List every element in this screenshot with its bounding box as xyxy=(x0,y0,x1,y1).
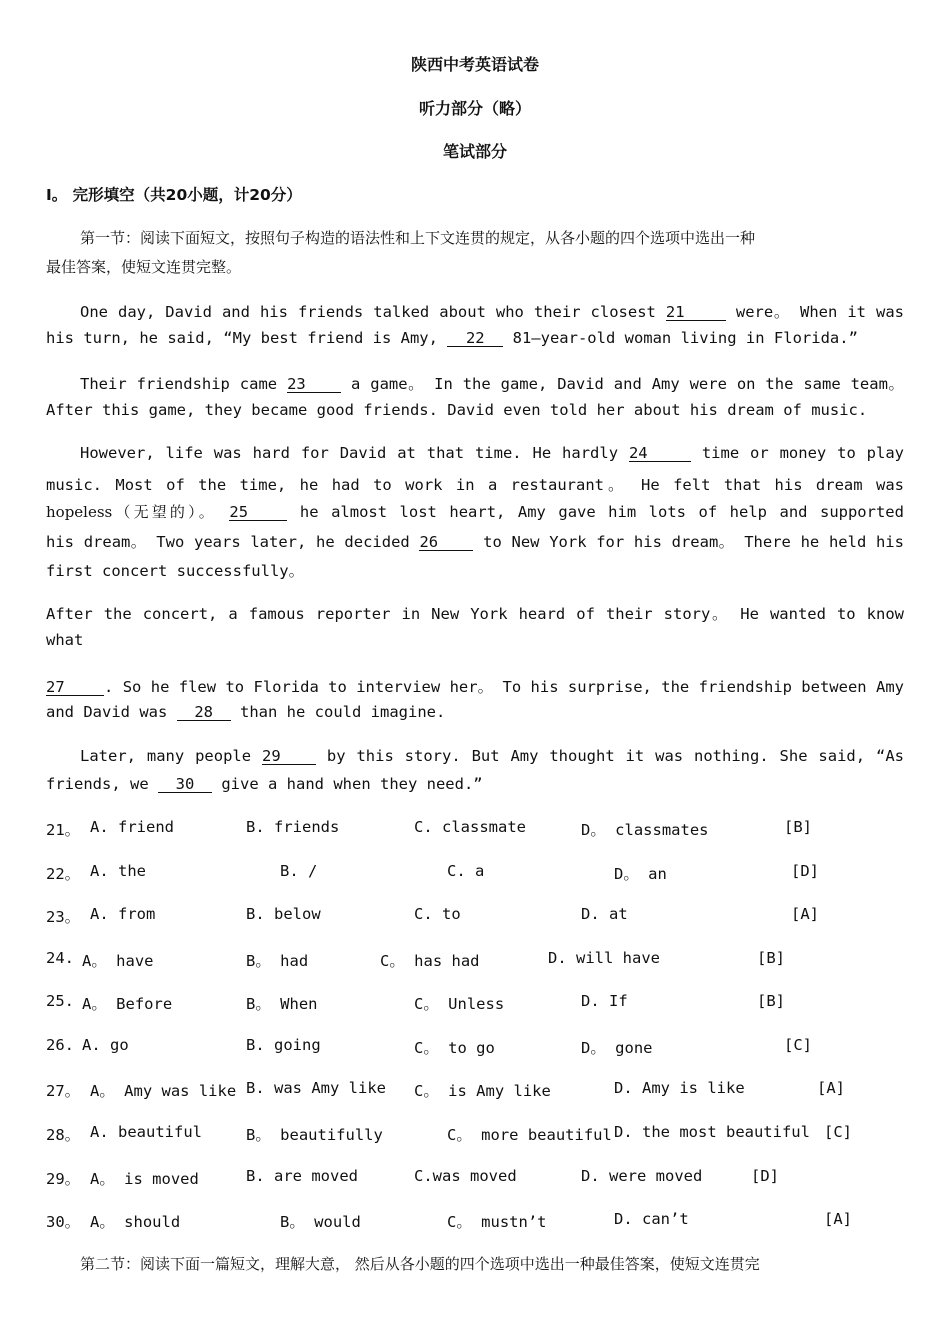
passage-line: hopeless（无望的）。 25 he almost lost heart, Amy gave him lots of help and supported xyxy=(46,503,904,521)
option-b: B. was Amy like xyxy=(246,1079,386,1097)
option-c: C。 has had xyxy=(380,952,480,970)
blank-28: 28 xyxy=(177,705,231,721)
option-a: A. from xyxy=(90,905,156,923)
option-b: B. below xyxy=(246,905,321,923)
blank-21: 21 xyxy=(666,305,726,321)
question-number: 27。 xyxy=(46,1082,81,1100)
question-number: 22。 xyxy=(46,865,81,883)
option-c: C。 to go xyxy=(414,1039,495,1057)
question-number: 29。 xyxy=(46,1170,81,1188)
section1-instruction-line1: 第一节：阅读下面短文，按照句子构造的语法性和上下文连贯的规定，从各小题的四个选项中选出一种 xyxy=(80,229,756,247)
section2-instruction: 第二节：阅读下面一篇短文，理解大意， 然后从各小题的四个选项中选出一种最佳答案，使短文连贯完 xyxy=(80,1255,760,1273)
option-a: A。 is moved xyxy=(90,1170,199,1188)
answer-key: [D] xyxy=(751,1167,779,1185)
section1-instruction-line2: 最佳答案，使短文连贯完整。 xyxy=(46,258,242,276)
passage-line: Later, many people 29 by this story. But Amy thought it was nothing. She said, “As xyxy=(80,747,904,765)
option-d: D. will have xyxy=(548,949,660,967)
blank-29: 29 xyxy=(262,749,316,765)
blank-22: 22 xyxy=(447,331,503,347)
answer-key: [C] xyxy=(824,1123,852,1141)
option-a: A. beautiful xyxy=(90,1123,202,1141)
passage-line: After this game, they became good friends. David even told her about his dream of music. xyxy=(46,401,868,419)
option-d: D. at xyxy=(581,905,628,923)
passage-line: 27 . So he flew to Florida to interview her。 To his surprise, the friendship between Amy xyxy=(46,678,904,696)
question-number: 23。 xyxy=(46,908,81,926)
option-a: A。 have xyxy=(82,952,154,970)
question-number: 21。 xyxy=(46,821,81,839)
passage-line: One day, David and his friends talked about who their closest 21 were。 When it was xyxy=(80,303,904,321)
option-a: A. go xyxy=(82,1036,129,1054)
passage-line: what xyxy=(46,631,84,649)
option-a: A。 should xyxy=(90,1213,181,1231)
passage-line: his dream。 Two years later, he decided 26 to New York for his dream。 There he held his xyxy=(46,533,904,551)
answer-key: [C] xyxy=(784,1036,812,1054)
answer-key: [B] xyxy=(757,949,785,967)
exam-title: 陕西中考英语试卷 xyxy=(410,55,539,74)
option-a: A. friend xyxy=(90,818,174,836)
option-b: B。 would xyxy=(280,1213,361,1231)
option-b: B. are moved xyxy=(246,1167,358,1185)
option-c: C。 more beautiful xyxy=(447,1126,612,1144)
option-b: B. friends xyxy=(246,818,340,836)
passage-line: first concert successfully。 xyxy=(46,562,305,580)
option-b: B. / xyxy=(280,862,318,880)
blank-27: 27 xyxy=(46,680,104,696)
question-number: 28。 xyxy=(46,1126,81,1144)
answer-key: [A] xyxy=(791,905,819,923)
option-c: C. a xyxy=(447,862,485,880)
listening-section-title: 听力部分（略） xyxy=(418,99,531,118)
option-d: D. the most beautiful xyxy=(614,1123,810,1141)
option-d: D。 classmates xyxy=(581,821,709,839)
option-b: B。 When xyxy=(246,995,318,1013)
option-c: C。 mustn’t xyxy=(447,1213,547,1231)
option-c: C. to xyxy=(414,905,461,923)
option-b: B. going xyxy=(246,1036,321,1054)
blank-23: 23 xyxy=(287,377,341,393)
question-number: 26. xyxy=(46,1036,74,1054)
option-d: D. can’t xyxy=(614,1210,689,1228)
option-d: D. If xyxy=(581,992,628,1010)
option-b: B。 beautifully xyxy=(246,1126,383,1144)
option-c: C.was moved xyxy=(414,1167,517,1185)
passage-line: However, life was hard for David at that time. He hardly 24 time or money to play xyxy=(80,444,904,462)
answer-key: [B] xyxy=(757,992,785,1010)
section1-heading: I。 完形填空（共20小题，计20分） xyxy=(46,186,302,204)
option-a: A. the xyxy=(90,862,146,880)
writing-section-title: 笔试部分 xyxy=(442,142,507,161)
option-c: C. classmate xyxy=(414,818,526,836)
answer-key: [B] xyxy=(784,818,812,836)
answer-key: [A] xyxy=(824,1210,852,1228)
option-d: D。 an xyxy=(614,865,667,883)
option-c: C。 Unless xyxy=(414,995,505,1013)
question-number: 25. xyxy=(46,992,74,1010)
question-number: 24. xyxy=(46,949,74,967)
option-d: D。 gone xyxy=(581,1039,653,1057)
option-a: A。 Amy was like xyxy=(90,1082,237,1100)
option-a: A。 Before xyxy=(82,995,173,1013)
answer-key: [A] xyxy=(817,1079,845,1097)
passage-line: After the concert, a famous reporter in New York heard of their story。 He wanted to know xyxy=(46,605,904,623)
passage-line: music. Most of the time, he had to work in a restaurant。 He felt that his dream was xyxy=(46,476,904,494)
question-number: 30。 xyxy=(46,1213,81,1231)
blank-24: 24 xyxy=(629,446,691,462)
blank-30: 30 xyxy=(158,777,212,793)
option-d: D. Amy is like xyxy=(614,1079,745,1097)
blank-25: 25 xyxy=(229,505,287,521)
passage-line: Their friendship came 23 a game。 In the game, David and Amy were on the same team。 xyxy=(80,375,904,393)
answer-key: [D] xyxy=(791,862,819,880)
option-b: B。 had xyxy=(246,952,309,970)
passage-line: and David was 28 than he could imagine. xyxy=(46,703,446,721)
passage-line: friends, we 30 give a hand when they need.” xyxy=(46,775,483,793)
blank-26: 26 xyxy=(419,535,473,551)
option-d: D. were moved xyxy=(581,1167,703,1185)
passage-line: his turn, he said, “My best friend is Amy, 22 81—year-old woman living in Florida.” xyxy=(46,329,858,347)
option-c: C。 is Amy like xyxy=(414,1082,551,1100)
